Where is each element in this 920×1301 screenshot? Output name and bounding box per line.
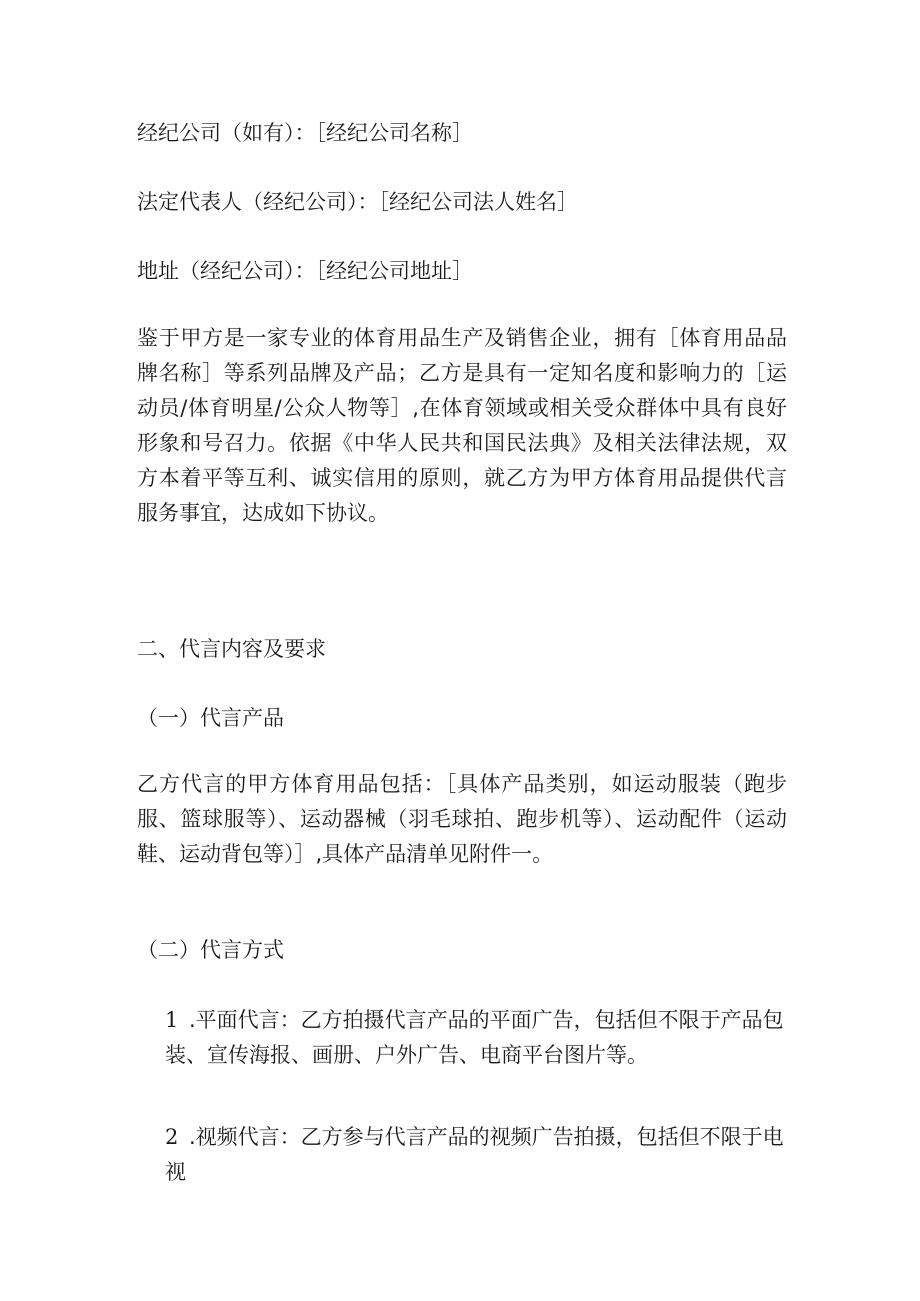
preamble-paragraph: 鉴于甲方是一家专业的体育用品生产及销售企业，拥有［体育用品品牌名称］等系列品牌及产品；乙方是具有一定知名度和影响力的［运动员/体育明星/公众人物等］,在体育领域或相关受众群体中具有良好形象和号召力。依据《中华人民共和国民法典》及相关法律法规，双方本着平等互利、诚实信用的原则，就乙方为甲方体育用品提供代言服务事宜，达成如下协议。 [137,326,787,525]
list-item-text: .平面代言：乙方拍摄代言产品的平面广告，包括但不限于产品包装、宣传海报、画册、户外广告、电商平台图片等。 [165,1008,784,1067]
products-paragraph: 乙方代言的甲方体育用品包括：［具体产品类别，如运动服装（跑步服、篮球服等）、运动器械（羽毛球拍、跑步机等）、运动配件（运动鞋、运动背包等）］,具体产品清单见附件一。 [137,772,787,866]
list-item [165,1120,787,1190]
list-item-number: 2 [165,1125,179,1149]
subsection-one-heading: （一）代言产品 [137,706,284,730]
address-line: 地址（经纪公司）：［经纪公司地址］ [137,259,473,283]
list-item-text: .视频代言：乙方参与代言产品的视频广告拍摄，包括但不限于电视 [165,1125,784,1184]
section-two-heading: 二、代言内容及要求 [137,637,326,661]
subsection-two-heading: （二）代言方式 [137,938,284,962]
list-item-number: 1 [165,1008,179,1032]
legal-representative-line: 法定代表人（经纪公司）：［经纪公司法人姓名］ [137,190,578,214]
list-item [165,1003,787,1073]
agency-company-line: 经纪公司（如有）：［经纪公司名称］ [137,121,473,145]
